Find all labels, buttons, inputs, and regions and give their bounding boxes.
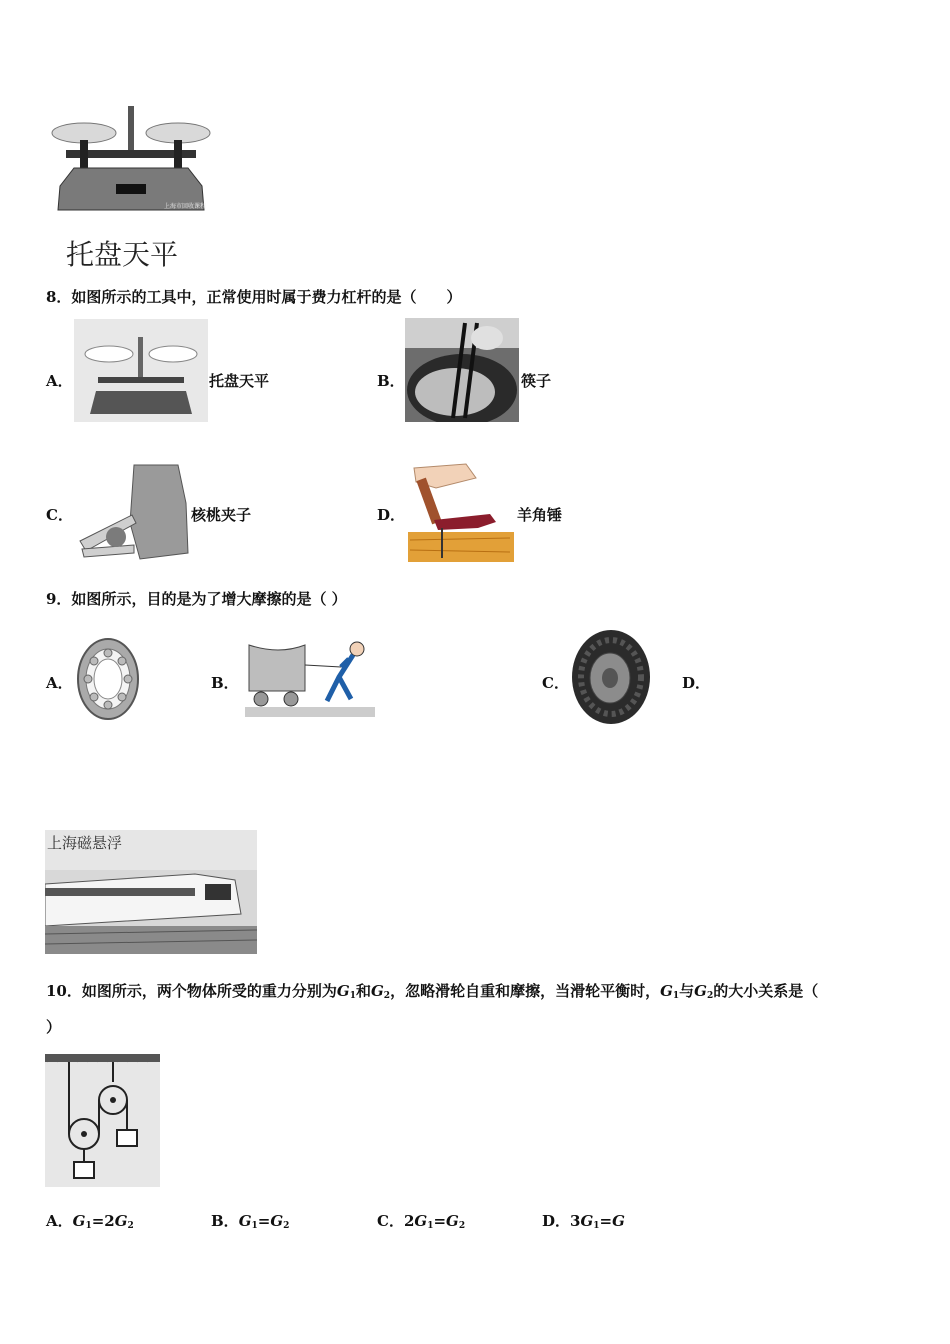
q8-option-a-letter[interactable]: A． xyxy=(46,372,73,390)
q8-option-d-image xyxy=(406,458,514,562)
q8-option-b-letter[interactable]: B． xyxy=(377,372,405,390)
q8-option-c-image xyxy=(74,463,190,565)
q8-option-d-label: 羊角锤 xyxy=(517,506,563,524)
q10-option-d-letter: D． xyxy=(542,1212,571,1230)
q10-option-d[interactable]: D．$3G_1=G$ xyxy=(542,1212,625,1231)
q10-sub: 1 xyxy=(672,991,680,1001)
q10-g: G xyxy=(694,982,707,1000)
q10-g: G xyxy=(270,1212,284,1230)
q10-sub: 1 xyxy=(593,1221,600,1231)
q10-g: G xyxy=(114,1212,128,1230)
q8-option-b-image xyxy=(405,318,519,422)
q10-sub: 1 xyxy=(427,1221,434,1231)
q9-stem: 9．如图所示，目的是为了增大摩擦的是（ ） xyxy=(46,590,347,608)
balance-figure xyxy=(46,98,216,271)
maglev-caption: 上海磁悬浮 xyxy=(47,834,123,852)
q9-option-b-image xyxy=(245,637,375,719)
q10-sub: 1 xyxy=(251,1221,258,1231)
q10-stem-pre: 10．如图所示，两个物体所受的重力分别为 xyxy=(46,982,337,1000)
q8-option-c-label: 核桃夹子 xyxy=(191,506,252,524)
q10-g: G xyxy=(238,1212,252,1230)
q10-stem-post: 的大小关系是（ xyxy=(713,982,819,1000)
q10-option-a[interactable]: A．$G_1=2G_2$ xyxy=(46,1212,134,1231)
q10-pulley-image xyxy=(45,1054,160,1187)
q10-sub: 2 xyxy=(458,1221,466,1231)
q9-option-d-letter[interactable]: D． xyxy=(682,674,711,692)
q10-stem-line2: ） xyxy=(46,1018,62,1036)
q10-stem-mid3: 与 xyxy=(679,982,695,1000)
q10-sub: 2 xyxy=(127,1221,134,1231)
q10-g: G xyxy=(72,1212,86,1230)
q10-option-b-letter: B． xyxy=(211,1212,239,1230)
q9-option-c-letter[interactable]: C． xyxy=(542,674,569,692)
q9-option-a-letter[interactable]: A． xyxy=(46,674,73,692)
q8-option-a-label: 托盘天平 xyxy=(209,372,270,390)
q10-sub: 2 xyxy=(283,1221,290,1231)
q8-option-c-letter[interactable]: C． xyxy=(46,506,73,524)
q9-option-c-image xyxy=(570,628,652,726)
q10-stem-mid2: ，忽略滑轮自重和摩擦，当滑轮平衡时， xyxy=(390,982,661,1000)
q10-option-b[interactable]: B．$G_1=G_2$ xyxy=(211,1212,290,1231)
q9-option-b-letter[interactable]: B． xyxy=(211,674,239,692)
balance-watermark: 上海市回收课程 xyxy=(164,203,207,210)
q10-sub: 1 xyxy=(349,991,356,1001)
q10-sub: 2 xyxy=(383,991,391,1001)
q9-option-a-image xyxy=(74,637,142,721)
q10-option-c-letter: C． xyxy=(377,1212,404,1230)
q10-g: G xyxy=(612,1212,625,1230)
q10-stem-line1 xyxy=(46,980,818,1001)
q10-sub: 1 xyxy=(85,1221,92,1231)
q8-option-a-image xyxy=(74,319,208,422)
q8-option-b-label: 筷子 xyxy=(521,372,552,390)
q10-g: G xyxy=(660,982,673,1000)
q10-stem-mid1: 和 xyxy=(355,982,371,1000)
q10-g: G xyxy=(414,1212,428,1230)
q10-g: G xyxy=(580,1212,594,1230)
q10-g: G xyxy=(336,982,350,1000)
q10-sub: 2 xyxy=(706,991,714,1001)
balance-image xyxy=(46,98,216,223)
q10-g: G xyxy=(370,982,384,1000)
q10-option-c[interactable]: C．$2G_1=G_2$ xyxy=(377,1212,466,1231)
q8-stem: 8．如图所示的工具中，正常使用时属于费力杠杆的是（ ） xyxy=(46,288,462,306)
balance-caption: 托盘天平 xyxy=(66,238,179,271)
q8-option-d-letter[interactable]: D． xyxy=(377,506,406,524)
q9-option-d-image xyxy=(45,830,257,954)
q10-g: G xyxy=(446,1212,459,1230)
q10-option-a-letter: A． xyxy=(46,1212,73,1230)
